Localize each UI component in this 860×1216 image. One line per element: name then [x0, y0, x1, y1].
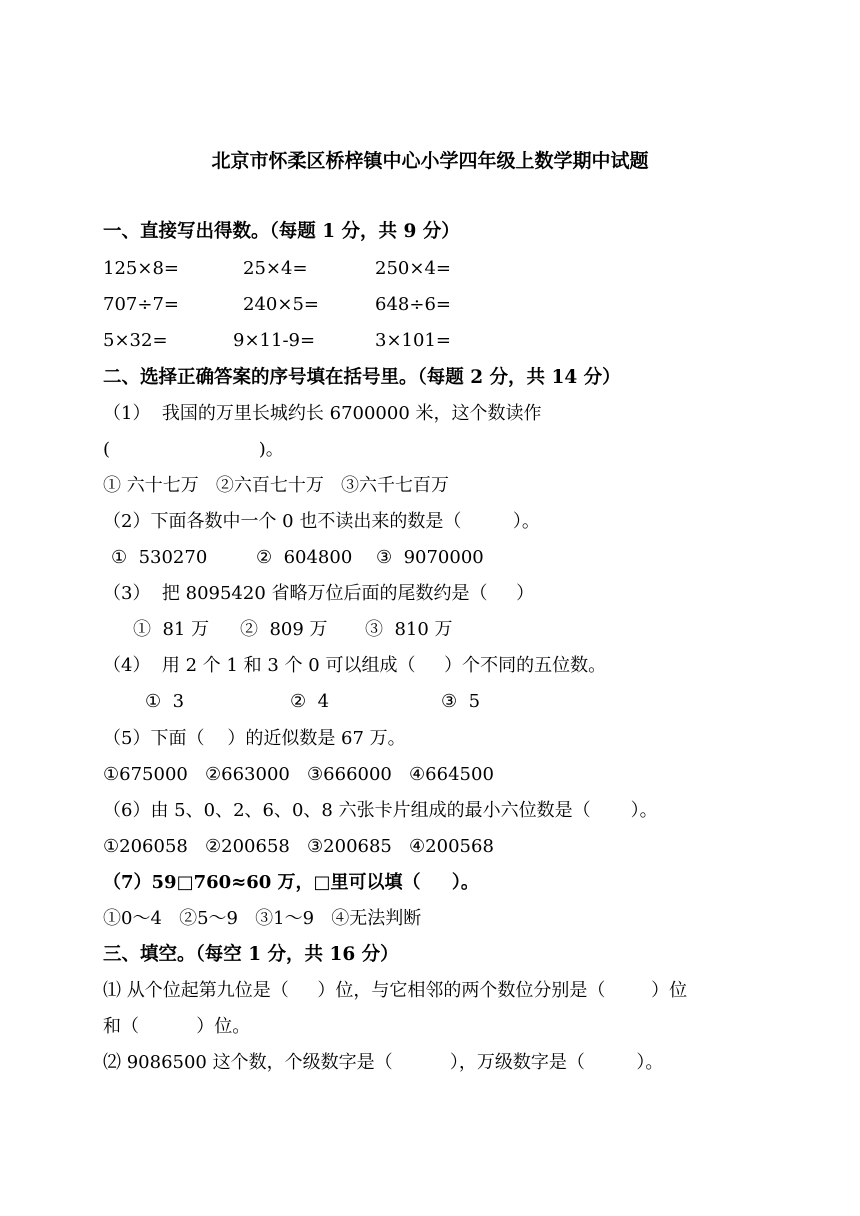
- option: ① 81 万: [133, 619, 210, 640]
- option: ① 3: [145, 691, 185, 712]
- calc-item: 648÷6=: [375, 294, 451, 315]
- question-7-stem: （7）59□760≈60 万，□里可以填（ ）。: [103, 872, 479, 893]
- section2-heading: 二、选择正确答案的序号填在括号里。（每题 2 分，共 14 分）: [103, 367, 621, 388]
- option: ② 604800: [256, 547, 353, 568]
- option: ① 530270: [111, 547, 208, 568]
- calc-item: 707÷7=: [103, 294, 179, 315]
- option: ③ 5: [441, 691, 481, 712]
- calc-item: 25×4=: [243, 258, 308, 279]
- exam-title: 北京市怀柔区桥梓镇中心小学四年级上数学期中试题: [211, 150, 649, 172]
- section3-heading: 三、填空。（每空 1 分，共 16 分）: [103, 944, 399, 965]
- question-1-blank: ( )。: [103, 439, 284, 460]
- option: ③ 810 万: [365, 619, 453, 640]
- calc-item: 125×8=: [103, 258, 179, 279]
- fill-question-2: ⑵ 9086500 这个数，个级数字是（ ），万级数字是（ ）。: [103, 1052, 664, 1073]
- question-2-stem: （2）下面各数中一个 0 也不读出来的数是（ ）。: [103, 511, 540, 532]
- option: ② 4: [290, 691, 330, 712]
- question-5-options: ①675000 ②663000 ③666000 ④664500: [103, 764, 494, 785]
- question-1-options: ① 六十七万 ②六百七十万 ③六千七百万: [103, 475, 450, 496]
- calc-item: 5×32=: [103, 330, 168, 351]
- option: ③ 9070000: [376, 547, 484, 568]
- calc-item: 3×101=: [375, 330, 451, 351]
- calc-item: 240×5=: [243, 294, 319, 315]
- section1-heading: 一、直接写出得数。（每题 1 分，共 9 分）: [103, 221, 460, 242]
- fill-question-1-line2: 和（ ）位。: [103, 1016, 251, 1037]
- calc-item: 250×4=: [375, 258, 451, 279]
- question-3-stem: （3） 把 8095420 省略万位后面的尾数约是（ ）: [103, 583, 535, 604]
- question-1-stem: （1） 我国的万里长城约长 6700000 米，这个数读作: [103, 403, 542, 424]
- question-6-options: ①206058 ②200658 ③200685 ④200568: [103, 836, 494, 857]
- fill-question-1-line1: ⑴ 从个位起第九位是（ ）位，与它相邻的两个数位分别是（ ）位: [103, 980, 688, 1001]
- question-4-stem: （4） 用 2 个 1 和 3 个 0 可以组成（ ）个不同的五位数。: [103, 655, 607, 676]
- option: ② 809 万: [240, 619, 328, 640]
- question-6-stem: （6）由 5、0、2、6、0、8 六张卡片组成的最小六位数是（ ）。: [103, 800, 658, 821]
- question-5-stem: （5）下面（ ）的近似数是 67 万。: [103, 728, 406, 749]
- calc-item: 9×11-9=: [233, 330, 316, 351]
- question-7-options: ①0～4 ②5～9 ③1～9 ④无法判断: [103, 908, 422, 929]
